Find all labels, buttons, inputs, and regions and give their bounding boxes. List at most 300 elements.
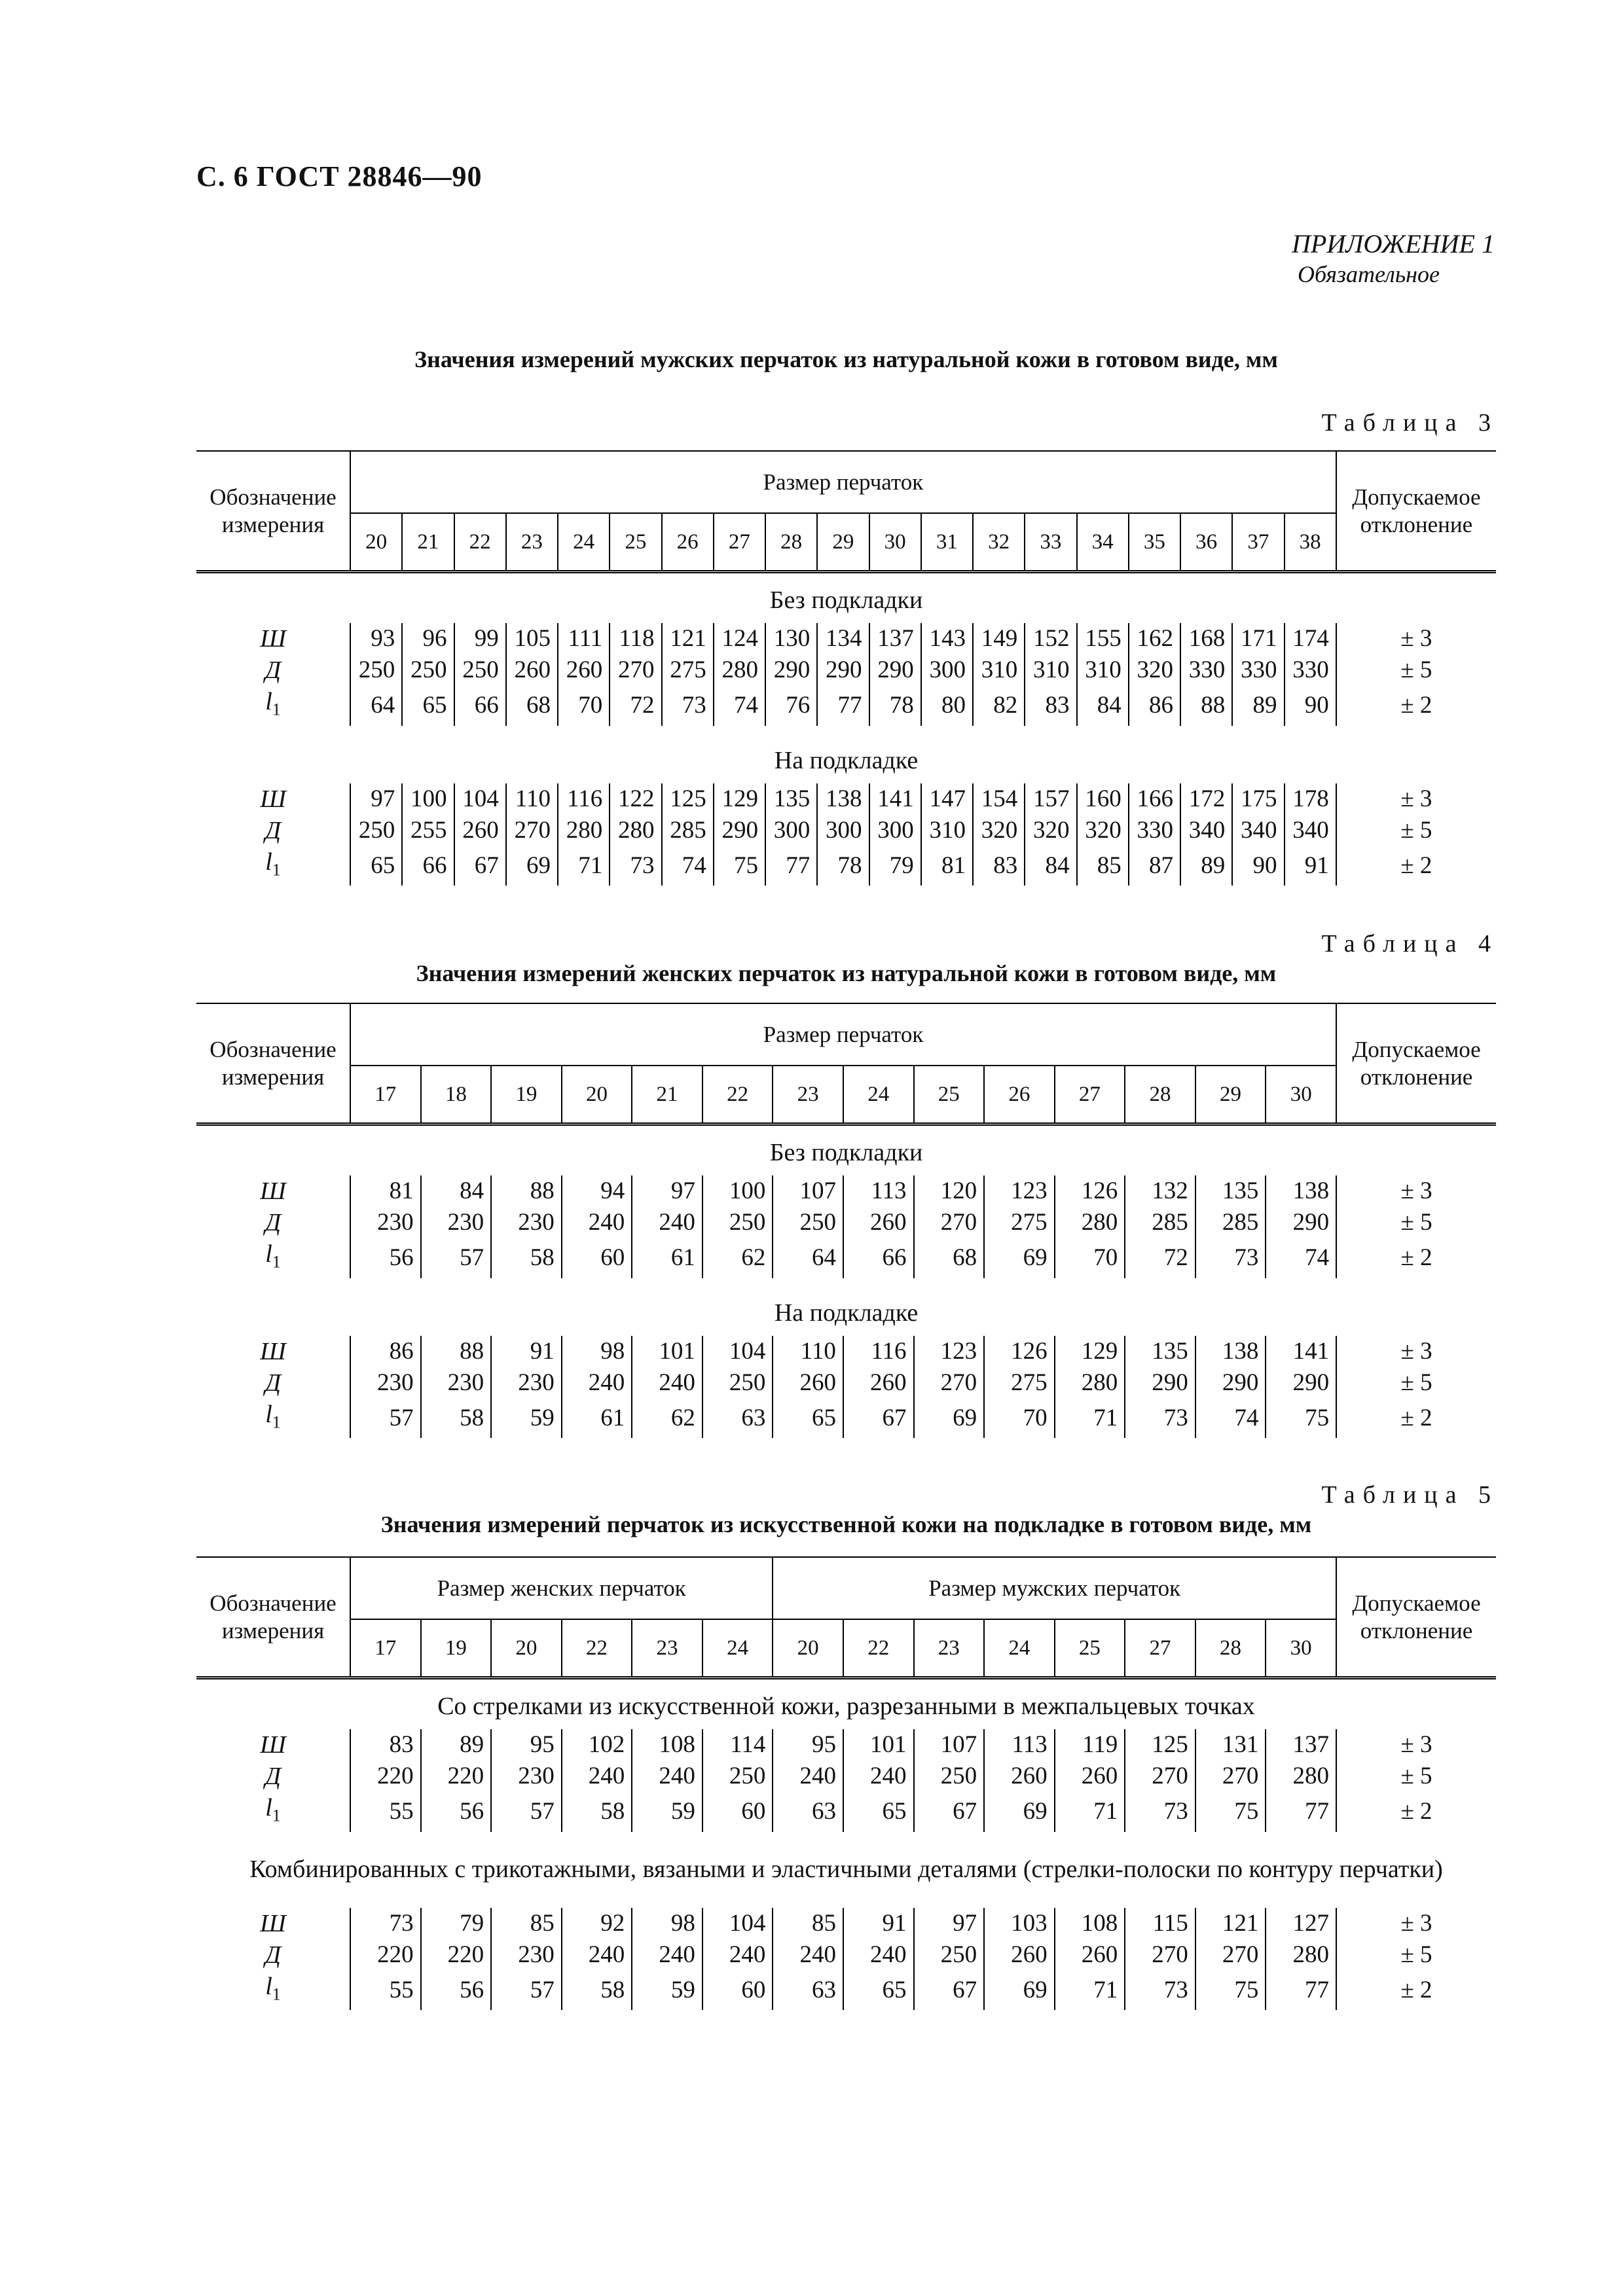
value-cell: 95 xyxy=(491,1729,562,1761)
tolerance-cell: ± 3 xyxy=(1336,1729,1496,1761)
data-row xyxy=(196,846,1496,886)
data-row xyxy=(196,623,1496,655)
value-cell: 66 xyxy=(454,686,506,726)
value-cell: 77 xyxy=(817,686,869,726)
value-cell: 58 xyxy=(562,1971,632,2011)
value-cell: 74 xyxy=(1266,1238,1336,1278)
value-cell: 64 xyxy=(773,1238,843,1278)
table5-label: Таблица 5 xyxy=(1321,1481,1499,1509)
table3-size-row xyxy=(196,513,1496,572)
value-cell: 74 xyxy=(662,846,714,886)
value-cell: 162 xyxy=(1129,623,1180,655)
value-cell: 270 xyxy=(1125,1939,1195,1971)
value-cell: 60 xyxy=(702,1792,773,1832)
size-header-cell: 31 xyxy=(921,513,973,572)
tolerance-cell: ± 5 xyxy=(1336,1939,1496,1971)
value-cell: 65 xyxy=(843,1971,914,2011)
value-cell: 290 xyxy=(1125,1367,1195,1399)
value-cell: 310 xyxy=(921,815,973,846)
value-cell: 81 xyxy=(350,1175,421,1207)
value-cell: 250 xyxy=(454,655,506,686)
size-header-cell: 30 xyxy=(1266,1066,1336,1124)
size-header-cell: 25 xyxy=(1055,1619,1125,1678)
table4-title: Значения измерений женских перчаток из натуральной кожи в готовом виде, мм xyxy=(416,960,1277,986)
size-header-cell: 30 xyxy=(869,513,921,572)
measure-symbol: Ш xyxy=(260,1177,286,1205)
size-header-cell: 20 xyxy=(562,1066,632,1124)
value-cell: 100 xyxy=(702,1175,773,1207)
value-cell: 74 xyxy=(1195,1399,1266,1439)
value-cell: 240 xyxy=(632,1761,702,1792)
size-header-cell: 28 xyxy=(1195,1619,1266,1678)
value-cell: 75 xyxy=(1266,1399,1336,1439)
value-cell: 240 xyxy=(562,1939,632,1971)
data-row xyxy=(196,1207,1496,1238)
value-cell: 260 xyxy=(984,1939,1055,1971)
value-cell: 168 xyxy=(1180,623,1232,655)
measure-symbol: Д xyxy=(264,656,282,684)
table4 xyxy=(196,1003,1496,1446)
value-cell: 290 xyxy=(765,655,817,686)
section-row xyxy=(196,734,1496,783)
value-cell: 250 xyxy=(914,1939,985,1971)
value-cell: 147 xyxy=(921,783,973,815)
value-cell: 67 xyxy=(843,1399,914,1439)
col-header-oboznachenie: Обозначение измерения xyxy=(196,1557,350,1678)
section-row xyxy=(196,572,1496,624)
value-cell: 138 xyxy=(817,783,869,815)
value-cell: 84 xyxy=(421,1175,492,1207)
appendix-title: ПРИЛОЖЕНИЕ 1 xyxy=(1292,229,1495,259)
value-cell: 69 xyxy=(984,1238,1055,1278)
value-cell: 280 xyxy=(1055,1207,1125,1238)
col-group-size: Размер перчаток xyxy=(350,1003,1336,1066)
value-cell: 62 xyxy=(702,1238,773,1278)
size-header-cell: 18 xyxy=(421,1066,492,1124)
col-header-oboznachenie: Обозначение измерения xyxy=(196,451,350,572)
value-cell: 255 xyxy=(402,815,454,846)
value-cell: 240 xyxy=(632,1367,702,1399)
row-spacer xyxy=(196,1438,1496,1446)
value-cell: 65 xyxy=(773,1399,843,1439)
value-cell: 96 xyxy=(402,623,454,655)
value-cell: 171 xyxy=(1232,623,1284,655)
value-cell: 87 xyxy=(1129,846,1180,886)
measure-symbol-subscript: 1 xyxy=(272,1806,281,1825)
size-header-cell: 20 xyxy=(350,513,402,572)
value-cell: 71 xyxy=(1055,1792,1125,1832)
size-header-cell: 21 xyxy=(402,513,454,572)
value-cell: 250 xyxy=(350,655,402,686)
value-cell: 230 xyxy=(350,1207,421,1238)
size-header-cell: 29 xyxy=(817,513,869,572)
value-cell: 220 xyxy=(421,1939,492,1971)
value-cell: 240 xyxy=(843,1761,914,1792)
value-cell: 90 xyxy=(1232,846,1284,886)
value-cell: 260 xyxy=(1055,1939,1125,1971)
value-cell: 125 xyxy=(662,783,714,815)
size-header-cell: 27 xyxy=(1055,1066,1125,1124)
value-cell: 340 xyxy=(1232,815,1284,846)
value-cell: 69 xyxy=(984,1792,1055,1832)
value-cell: 125 xyxy=(1125,1729,1195,1761)
data-row xyxy=(196,655,1496,686)
value-cell: 250 xyxy=(914,1761,985,1792)
tolerance-cell: ± 2 xyxy=(1336,686,1496,726)
size-header-cell: 23 xyxy=(773,1066,843,1124)
value-cell: 129 xyxy=(714,783,765,815)
value-cell: 97 xyxy=(914,1908,985,1939)
value-cell: 83 xyxy=(1025,686,1076,726)
measure-symbol xyxy=(196,846,350,886)
tolerance-cell: ± 3 xyxy=(1336,623,1496,655)
value-cell: 240 xyxy=(562,1367,632,1399)
value-cell: 89 xyxy=(1232,686,1284,726)
value-cell: 88 xyxy=(421,1336,492,1367)
value-cell: 126 xyxy=(1055,1175,1125,1207)
value-cell: 71 xyxy=(1055,1971,1125,2011)
value-cell: 126 xyxy=(984,1336,1055,1367)
value-cell: 91 xyxy=(1285,846,1336,886)
value-cell: 72 xyxy=(1125,1238,1195,1278)
value-cell: 240 xyxy=(702,1939,773,1971)
value-cell: 103 xyxy=(984,1908,1055,1939)
value-cell: 116 xyxy=(843,1336,914,1367)
measure-symbol-subscript: 1 xyxy=(272,700,281,719)
value-cell: 57 xyxy=(421,1238,492,1278)
table5-header-row xyxy=(196,1557,1496,1619)
measure-symbol: Д xyxy=(264,1763,282,1790)
measure-symbol: Д xyxy=(264,1209,282,1236)
value-cell: 320 xyxy=(1077,815,1129,846)
value-cell: 340 xyxy=(1180,815,1232,846)
size-header-cell: 23 xyxy=(506,513,558,572)
value-cell: 320 xyxy=(1129,655,1180,686)
size-header-cell: 38 xyxy=(1285,513,1336,572)
data-row xyxy=(196,783,1496,815)
value-cell: 285 xyxy=(1125,1207,1195,1238)
value-cell: 260 xyxy=(773,1367,843,1399)
measure-symbol-letter: l xyxy=(265,1400,272,1428)
value-cell: 92 xyxy=(562,1908,632,1939)
appendix-subtitle: Обязательное xyxy=(1298,261,1440,287)
value-cell: 166 xyxy=(1129,783,1180,815)
value-cell: 178 xyxy=(1285,783,1336,815)
size-header-cell: 21 xyxy=(632,1066,702,1124)
value-cell: 77 xyxy=(1266,1792,1336,1832)
value-cell: 61 xyxy=(632,1238,702,1278)
measure-symbol: Д xyxy=(264,1941,282,1969)
value-cell: 250 xyxy=(702,1761,773,1792)
value-cell: 250 xyxy=(773,1207,843,1238)
section-row xyxy=(196,1286,1496,1336)
value-cell: 84 xyxy=(1077,686,1129,726)
col-group-men-size: Размер мужских перчаток xyxy=(773,1557,1336,1619)
value-cell: 83 xyxy=(350,1729,421,1761)
value-cell: 114 xyxy=(702,1729,773,1761)
size-header-cell: 17 xyxy=(350,1619,421,1678)
data-row xyxy=(196,1729,1496,1761)
value-cell: 65 xyxy=(402,686,454,726)
value-cell: 240 xyxy=(632,1939,702,1971)
value-cell: 230 xyxy=(491,1761,562,1792)
value-cell: 68 xyxy=(914,1238,985,1278)
value-cell: 134 xyxy=(817,623,869,655)
value-cell: 63 xyxy=(773,1971,843,2011)
measure-symbol xyxy=(196,1238,350,1278)
row-spacer xyxy=(196,2010,1496,2018)
size-header-cell: 33 xyxy=(1025,513,1076,572)
value-cell: 91 xyxy=(843,1908,914,1939)
value-cell: 82 xyxy=(973,686,1025,726)
value-cell: 270 xyxy=(1195,1761,1266,1792)
value-cell: 113 xyxy=(843,1175,914,1207)
value-cell: 57 xyxy=(491,1971,562,2011)
value-cell: 260 xyxy=(558,655,610,686)
value-cell: 155 xyxy=(1077,623,1129,655)
measure-symbol xyxy=(196,1971,350,2011)
value-cell: 260 xyxy=(984,1761,1055,1792)
value-cell: 100 xyxy=(402,783,454,815)
size-header-cell: 34 xyxy=(1077,513,1129,572)
value-cell: 73 xyxy=(662,686,714,726)
size-header-cell: 22 xyxy=(562,1619,632,1678)
value-cell: 230 xyxy=(491,1367,562,1399)
value-cell: 62 xyxy=(632,1399,702,1439)
value-cell: 129 xyxy=(1055,1336,1125,1367)
value-cell: 102 xyxy=(562,1729,632,1761)
value-cell: 108 xyxy=(632,1729,702,1761)
value-cell: 104 xyxy=(702,1336,773,1367)
value-cell: 118 xyxy=(610,623,661,655)
value-cell: 240 xyxy=(562,1207,632,1238)
value-cell: 290 xyxy=(1266,1207,1336,1238)
value-cell: 99 xyxy=(454,623,506,655)
value-cell: 63 xyxy=(702,1399,773,1439)
value-cell: 330 xyxy=(1232,655,1284,686)
tolerance-cell: ± 3 xyxy=(1336,1175,1496,1207)
value-cell: 81 xyxy=(921,846,973,886)
value-cell: 58 xyxy=(562,1792,632,1832)
table4-label: Таблица 4 xyxy=(1321,930,1499,958)
value-cell: 120 xyxy=(914,1175,985,1207)
value-cell: 104 xyxy=(702,1908,773,1939)
size-header-cell: 25 xyxy=(914,1066,985,1124)
value-cell: 220 xyxy=(421,1761,492,1792)
value-cell: 70 xyxy=(1055,1238,1125,1278)
tolerance-cell: ± 3 xyxy=(1336,783,1496,815)
measure-symbol-letter: l xyxy=(265,688,272,715)
value-cell: 98 xyxy=(632,1908,702,1939)
value-cell: 132 xyxy=(1125,1175,1195,1207)
value-cell: 70 xyxy=(558,686,610,726)
size-header-cell: 36 xyxy=(1180,513,1232,572)
value-cell: 260 xyxy=(506,655,558,686)
data-row xyxy=(196,686,1496,726)
size-header-cell: 24 xyxy=(984,1619,1055,1678)
value-cell: 260 xyxy=(454,815,506,846)
value-cell: 285 xyxy=(662,815,714,846)
value-cell: 220 xyxy=(350,1761,421,1792)
value-cell: 275 xyxy=(662,655,714,686)
value-cell: 60 xyxy=(562,1238,632,1278)
data-row xyxy=(196,815,1496,846)
row-spacer xyxy=(196,726,1496,734)
value-cell: 230 xyxy=(421,1367,492,1399)
value-cell: 56 xyxy=(350,1238,421,1278)
measure-symbol-subscript: 1 xyxy=(272,1252,281,1272)
value-cell: 101 xyxy=(632,1336,702,1367)
value-cell: 107 xyxy=(914,1729,985,1761)
value-cell: 137 xyxy=(1266,1729,1336,1761)
size-header-cell: 24 xyxy=(843,1066,914,1124)
value-cell: 270 xyxy=(914,1367,985,1399)
value-cell: 230 xyxy=(491,1207,562,1238)
data-row xyxy=(196,1971,1496,2011)
value-cell: 55 xyxy=(350,1792,421,1832)
value-cell: 84 xyxy=(1025,846,1076,886)
table3-title: Значения измерений мужских перчаток из натуральной кожи в готовом виде, мм xyxy=(414,346,1278,372)
section-title: Без подкладки xyxy=(769,586,923,614)
value-cell: 73 xyxy=(1125,1399,1195,1439)
measure-symbol-subscript: 1 xyxy=(272,1984,281,2004)
value-cell: 80 xyxy=(921,686,973,726)
value-cell: 250 xyxy=(350,815,402,846)
value-cell: 240 xyxy=(562,1761,632,1792)
value-cell: 74 xyxy=(714,686,765,726)
value-cell: 75 xyxy=(1195,1792,1266,1832)
value-cell: 135 xyxy=(1125,1336,1195,1367)
measure-symbol: Д xyxy=(264,816,282,844)
value-cell: 143 xyxy=(921,623,973,655)
value-cell: 59 xyxy=(632,1971,702,2011)
value-cell: 67 xyxy=(454,846,506,886)
value-cell: 91 xyxy=(491,1336,562,1367)
value-cell: 94 xyxy=(562,1175,632,1207)
measure-symbol-letter: l xyxy=(265,1794,272,1821)
value-cell: 280 xyxy=(610,815,661,846)
table4-header-row xyxy=(196,1003,1496,1066)
value-cell: 79 xyxy=(869,846,921,886)
value-cell: 152 xyxy=(1025,623,1076,655)
value-cell: 90 xyxy=(1285,686,1336,726)
value-cell: 79 xyxy=(421,1908,492,1939)
value-cell: 250 xyxy=(702,1207,773,1238)
value-cell: 113 xyxy=(984,1729,1055,1761)
value-cell: 270 xyxy=(506,815,558,846)
value-cell: 300 xyxy=(921,655,973,686)
value-cell: 320 xyxy=(973,815,1025,846)
value-cell: 101 xyxy=(843,1729,914,1761)
value-cell: 220 xyxy=(350,1939,421,1971)
tolerance-cell: ± 2 xyxy=(1336,1399,1496,1439)
tolerance-cell: ± 2 xyxy=(1336,1971,1496,2011)
size-header-cell: 22 xyxy=(702,1066,773,1124)
value-cell: 73 xyxy=(610,846,661,886)
value-cell: 89 xyxy=(1180,846,1232,886)
value-cell: 121 xyxy=(662,623,714,655)
value-cell: 124 xyxy=(714,623,765,655)
size-header-cell: 26 xyxy=(662,513,714,572)
size-header-cell: 24 xyxy=(558,513,610,572)
value-cell: 240 xyxy=(843,1939,914,1971)
value-cell: 154 xyxy=(973,783,1025,815)
value-cell: 137 xyxy=(869,623,921,655)
value-cell: 70 xyxy=(984,1399,1055,1439)
value-cell: 58 xyxy=(421,1399,492,1439)
data-row xyxy=(196,1761,1496,1792)
value-cell: 175 xyxy=(1232,783,1284,815)
measure-symbol-letter: l xyxy=(265,1240,272,1268)
value-cell: 97 xyxy=(350,783,402,815)
section-row xyxy=(196,1124,1496,1176)
value-cell: 73 xyxy=(350,1908,421,1939)
tolerance-cell: ± 2 xyxy=(1336,1238,1496,1278)
value-cell: 72 xyxy=(610,686,661,726)
tolerance-cell: ± 2 xyxy=(1336,1792,1496,1832)
value-cell: 66 xyxy=(843,1238,914,1278)
tolerance-cell: ± 5 xyxy=(1336,655,1496,686)
value-cell: 174 xyxy=(1285,623,1336,655)
value-cell: 107 xyxy=(773,1175,843,1207)
value-cell: 73 xyxy=(1125,1971,1195,2011)
value-cell: 69 xyxy=(984,1971,1055,2011)
value-cell: 78 xyxy=(869,686,921,726)
value-cell: 310 xyxy=(1025,655,1076,686)
value-cell: 122 xyxy=(610,783,661,815)
col-group-women-size: Размер женских перчаток xyxy=(350,1557,773,1619)
table3-header-row xyxy=(196,451,1496,513)
measure-symbol: Ш xyxy=(260,1337,286,1365)
value-cell: 280 xyxy=(1266,1761,1336,1792)
value-cell: 300 xyxy=(817,815,869,846)
table4-size-row xyxy=(196,1066,1496,1124)
value-cell: 320 xyxy=(1025,815,1076,846)
size-header-cell: 19 xyxy=(491,1066,562,1124)
table3 xyxy=(196,450,1496,893)
value-cell: 85 xyxy=(773,1908,843,1939)
value-cell: 78 xyxy=(817,846,869,886)
size-header-cell: 35 xyxy=(1129,513,1180,572)
value-cell: 240 xyxy=(773,1939,843,1971)
table3-label: Таблица 3 xyxy=(1321,409,1499,437)
size-header-cell: 23 xyxy=(632,1619,702,1678)
value-cell: 66 xyxy=(402,846,454,886)
value-cell: 330 xyxy=(1180,655,1232,686)
measure-symbol xyxy=(196,1399,350,1439)
value-cell: 121 xyxy=(1195,1908,1266,1939)
value-cell: 230 xyxy=(491,1939,562,1971)
size-header-cell: 27 xyxy=(714,513,765,572)
value-cell: 260 xyxy=(1055,1761,1125,1792)
value-cell: 138 xyxy=(1266,1175,1336,1207)
value-cell: 71 xyxy=(1055,1399,1125,1439)
value-cell: 290 xyxy=(1266,1367,1336,1399)
size-header-cell: 30 xyxy=(1266,1619,1336,1678)
value-cell: 260 xyxy=(843,1207,914,1238)
value-cell: 330 xyxy=(1129,815,1180,846)
value-cell: 110 xyxy=(773,1336,843,1367)
size-header-cell: 28 xyxy=(1125,1066,1195,1124)
value-cell: 61 xyxy=(562,1399,632,1439)
value-cell: 270 xyxy=(1125,1761,1195,1792)
value-cell: 123 xyxy=(984,1175,1055,1207)
size-header-cell: 23 xyxy=(914,1619,985,1678)
measure-symbol-letter: l xyxy=(265,1972,272,2000)
size-header-cell: 22 xyxy=(454,513,506,572)
value-cell: 58 xyxy=(491,1238,562,1278)
size-header-cell: 32 xyxy=(973,513,1025,572)
